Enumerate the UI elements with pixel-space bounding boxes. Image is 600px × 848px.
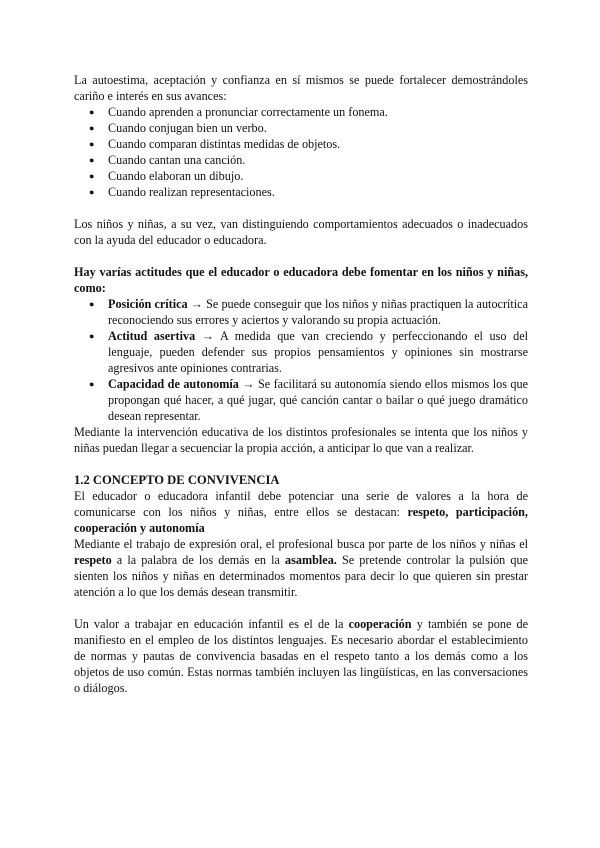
list-item: ● Posición crítica → Se puede conseguir que los niños y niñas practiquen la autocrítica reconociendo sus errores y aciertos y valorando su propia actuación. <box>74 296 528 328</box>
attitudes-list <box>74 296 528 424</box>
intervention-paragraph: Mediante la intervención educativa de los distintos profesionales se intenta que los niños y niñas puedan llegar a secuenciar la propia acción, a anticipar lo que van a realizar. <box>74 425 528 455</box>
document-page <box>74 72 528 696</box>
respect-paragraph: Mediante el trabajo de expresión oral, el profesional busca por parte de los niños y niñas el respeto a la palabra de los demás en la asamblea. Se pretende controlar la pulsión que sienten los niños y niñas en determinados momentos para decir lo que quieren sin prestar atención a lo que los demás desean transmitir. <box>74 537 528 599</box>
list-item: ● Cuando realizan representaciones. <box>74 184 528 200</box>
term: Capacidad de autonomía <box>108 377 239 391</box>
list-item: ● Cuando conjugan bien un verbo. <box>74 120 528 136</box>
list-item: ● Capacidad de autonomía → Se facilitará su autonomía siendo ellos mismos los que propongan qué hacer, a qué jugar, qué canción cantar o bailar o qué juego dramático desean representar. <box>74 376 528 424</box>
list-item: ● Cuando cantan una canción. <box>74 152 528 168</box>
cooperation-paragraph: Un valor a trabajar en educación infantil es el de la cooperación y también se pone de manifiesto en el empleo de los distintos lenguajes. Es necesario abordar el establecimiento de normas y pautas de convivencia basadas en el respeto tanto a los demás como a los objetos de uso común. Estas normas también incluyen las lingüísticas, en las conversaciones o diálogos. <box>74 617 529 695</box>
term: Actitud asertiva <box>108 329 196 343</box>
achievements-list <box>74 104 528 200</box>
behaviour-paragraph: Los niños y niñas, a su vez, van distinguiendo comportamientos adecuados o inadecuados con la ayuda del educador o educadora. <box>74 217 528 247</box>
list-item: ● Actitud asertiva → A medida que van creciendo y perfeccionando el uso del lenguaje, pueden defender sus propios pensamientos y opiniones sin mostrarse agresivos ante opiniones contrarias. <box>74 328 528 376</box>
attitudes-heading: Hay varías actitudes que el educador o educadora debe fomentar en los niños y niñas, como: <box>74 265 528 295</box>
list-item: ● Cuando aprenden a pronunciar correctamente un fonema. <box>74 104 528 120</box>
list-item: ● Cuando comparan distintas medidas de objetos. <box>74 136 528 152</box>
list-item: ● Cuando elaboran un dibujo. <box>74 168 528 184</box>
term: Posición crítica <box>108 297 188 311</box>
intro-paragraph: La autoestima, aceptación y confianza en sí mismos se puede fortalecer demostrándoles cariño e interés en sus avances: <box>74 73 528 103</box>
section-title: 1.2 CONCEPTO DE CONVIVENCIA <box>74 473 280 487</box>
values-paragraph: El educador o educadora infantil debe potenciar una serie de valores a la hora de comunicarse con los niños y niñas, entre ellos se destacan: respeto, participación, cooperación y autonomía <box>74 489 528 535</box>
